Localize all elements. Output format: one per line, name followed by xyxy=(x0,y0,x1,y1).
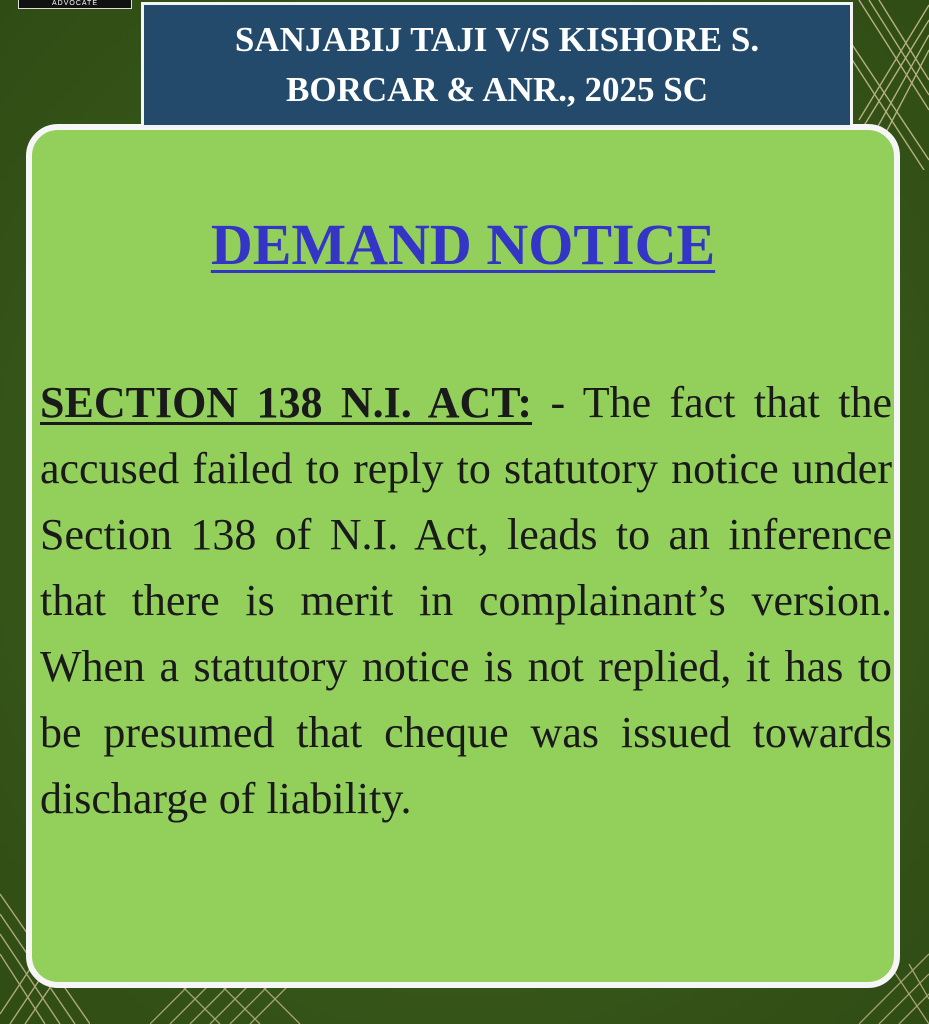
content-card xyxy=(26,124,900,988)
logo: ADVOCATE xyxy=(18,0,132,9)
bottom-hatch-decoration xyxy=(150,984,310,1024)
section-label: SECTION 138 N.I. ACT: xyxy=(40,378,533,427)
body-text: - The fact that the accused failed to reply to statutory notice under Section 138 of N.I. Act, leads to an inference that there is merit in complainant’s version. When a statutory notice is not replied, it has to be presumed that cheque was issued towards discharge of liability. xyxy=(40,378,892,823)
page-title xyxy=(32,210,894,280)
heading-text: DEMAND NOTICE xyxy=(210,212,716,277)
body-paragraph xyxy=(40,370,892,832)
case-title: SANJABIJ TAJI V/S KISHORE S. BORCAR & ANR., 2025 SC xyxy=(234,20,760,109)
case-title-banner xyxy=(141,2,853,128)
